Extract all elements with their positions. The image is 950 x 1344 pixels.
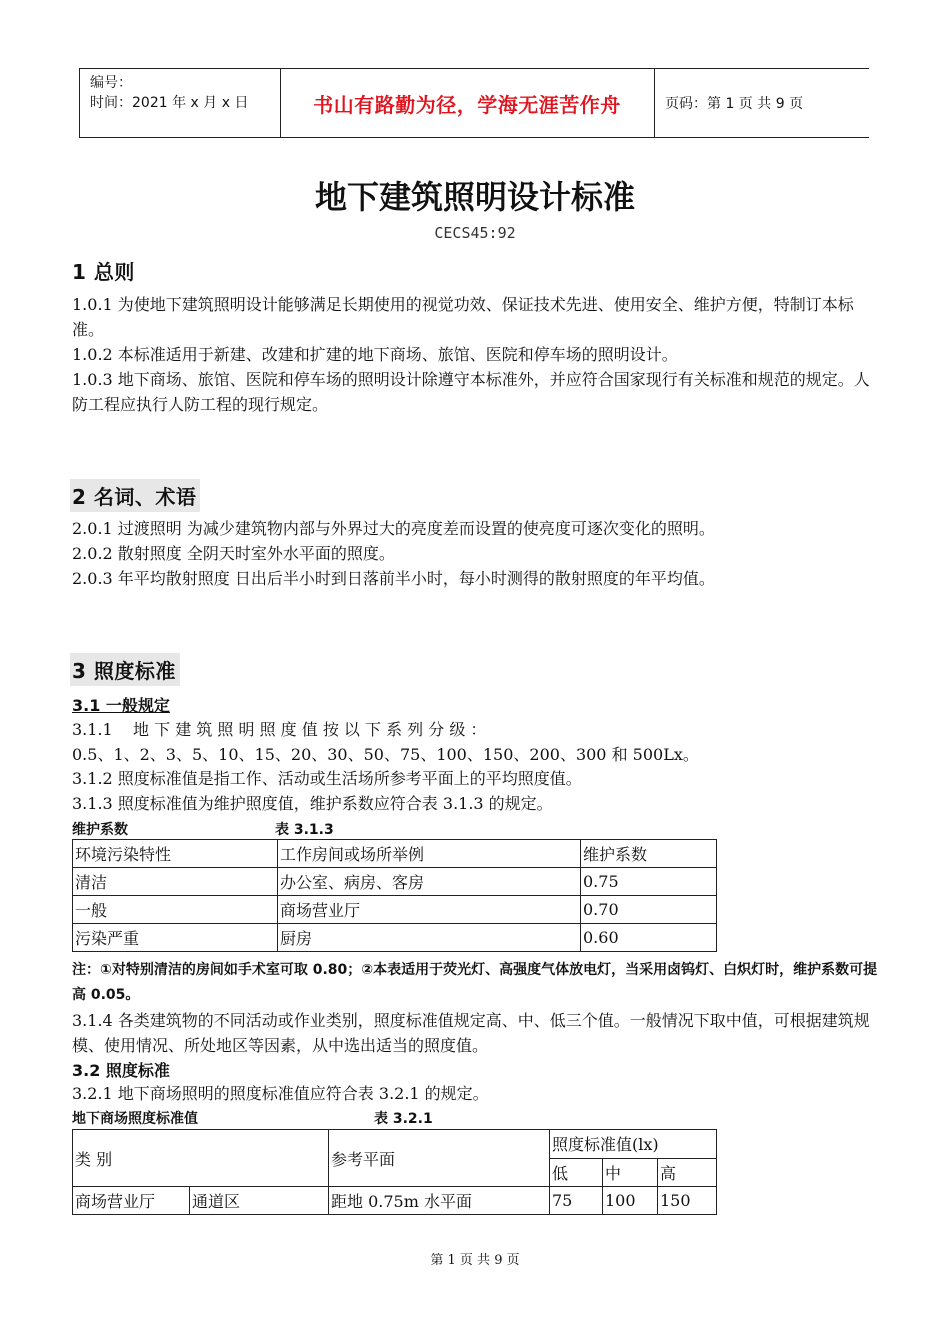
table-cell: 污染严重: [73, 924, 278, 952]
paragraph: 3.1.1 地 下 建 筑 照 明 照 度 值 按 以 下 系 列 分 级 ：: [72, 720, 487, 739]
paragraph: 1.0.2 本标准适用于新建、改建和扩建的地下商场、旅馆、医院和停车场的照明设计。: [72, 345, 678, 364]
subsection-heading: 3.2 照度标准: [72, 1061, 170, 1080]
table-row: [73, 868, 717, 896]
table-cell: 厨房: [278, 924, 581, 952]
table-cell: 150: [658, 1187, 717, 1215]
illuminance-table: [72, 1129, 717, 1215]
paragraph: 2.0.3 年平均散射照度 日出后半小时到日落前半小时，每小时测得的散射照度的年平均值。: [72, 569, 715, 588]
paragraph: 3.1.2 照度标准值是指工作、活动或生活场所参考平面上的平均照度值。: [72, 769, 582, 788]
table-row: [73, 924, 717, 952]
table-cell: 商场营业厅: [73, 1187, 190, 1215]
paragraph: 3.1.3 照度标准值为维护照度值，维护系数应符合表 3.1.3 的规定。: [72, 794, 553, 813]
table-header-cell: 参考平面: [329, 1130, 550, 1187]
table-header-cell: 高: [658, 1158, 717, 1187]
paragraph: 1.0.1 为使地下建筑照明设计能够满足长期使用的视觉功效、保证技术先进、使用安全、维护方便，特制订本标准。: [72, 295, 854, 339]
section-heading: 2 名词、术语: [70, 479, 200, 512]
table-row: [73, 1187, 717, 1215]
header-page-info: 页码：第 1 页 共 9 页: [665, 96, 804, 112]
table-header-cell: 工作房间或场所举例: [278, 840, 581, 868]
table-cell: 商场营业厅: [278, 896, 581, 924]
paragraph: 3.2.1 地下商场照明的照度标准值应符合表 3.2.1 的规定。: [72, 1084, 489, 1103]
table-number: 表 3.2.1: [374, 1111, 433, 1127]
table-cell: 一般: [73, 896, 278, 924]
table-cell: 0.75: [581, 868, 717, 896]
table-header-row: [73, 840, 717, 868]
paragraph: 0.5、1、2、3、5、10、15、20、30、50、75、100、150、200、300 和 500Lx。: [72, 745, 699, 764]
table-header-cell: 维护系数: [581, 840, 717, 868]
table-cell: 距地 0.75m 水平面: [329, 1187, 550, 1215]
table-cell: 通道区: [190, 1187, 329, 1215]
time-label: 时间：2021 年 x 月 x 日: [90, 95, 249, 111]
header-motto: 书山有路勤为径，学海无涯苦作舟: [313, 92, 621, 117]
section-heading: 1 总则: [72, 260, 135, 284]
table-number: 表 3.1.3: [275, 822, 334, 838]
table-header-row: [73, 1130, 717, 1159]
header-divider: [79, 69, 80, 137]
table-cell: 办公室、病房、客房: [278, 868, 581, 896]
subsection-heading: 3.1 一般规定: [72, 696, 170, 715]
table-caption: 地下商场照度标准值: [72, 1111, 198, 1127]
table-header-cell: 低: [550, 1158, 603, 1187]
paragraph: 3.1.4 各类建筑物的不同活动或作业类别，照度标准值规定高、中、低三个值。一般情况下取中值，可根据建筑规模、使用情况、所处地区等因素，从中选出适当的照度值。: [72, 1011, 870, 1055]
table-note: 注：①对特别清洁的房间如手术室可取 0.80；②本表适用于荧光灯、高强度气体放电灯，当采用卤钨灯、白炽灯时，维护系数可提高 0.05。: [72, 962, 878, 1003]
number-label: 编号：: [90, 75, 132, 91]
section-heading: 3 照度标准: [70, 653, 180, 686]
paragraph: 2.0.1 过渡照明 为减少建筑物内部与外界过大的亮度差而设置的使亮度可逐次变化的照明。: [72, 519, 715, 538]
table-header-cell: 类 别: [73, 1130, 329, 1187]
table-cell: 0.70: [581, 896, 717, 924]
header-divider: [654, 69, 655, 137]
table-caption: 维护系数: [72, 822, 128, 838]
page-footer: 第 1 页 共 9 页: [430, 1253, 520, 1268]
document-title: 地下建筑照明设计标准: [314, 178, 635, 216]
table-cell: 75: [550, 1187, 603, 1215]
maintenance-factor-table: [72, 839, 717, 952]
table-header-cell: 照度标准值(lx): [550, 1130, 717, 1159]
paragraph: 1.0.3 地下商场、旅馆、医院和停车场的照明设计除遵守本标准外，并应符合国家现行有关标准和规范的规定。人防工程应执行人防工程的现行规定。: [72, 370, 870, 414]
table-cell: 0.60: [581, 924, 717, 952]
page-header: [79, 68, 869, 138]
table-header-cell: 中: [603, 1158, 658, 1187]
table-header-cell: 环境污染特性: [73, 840, 278, 868]
table-cell: 清洁: [73, 868, 278, 896]
standard-code: CECS45:92: [434, 224, 516, 242]
table-cell: 100: [603, 1187, 658, 1215]
table-row: [73, 896, 717, 924]
header-meta: [90, 73, 248, 113]
paragraph: 2.0.2 散射照度 全阴天时室外水平面的照度。: [72, 544, 395, 563]
